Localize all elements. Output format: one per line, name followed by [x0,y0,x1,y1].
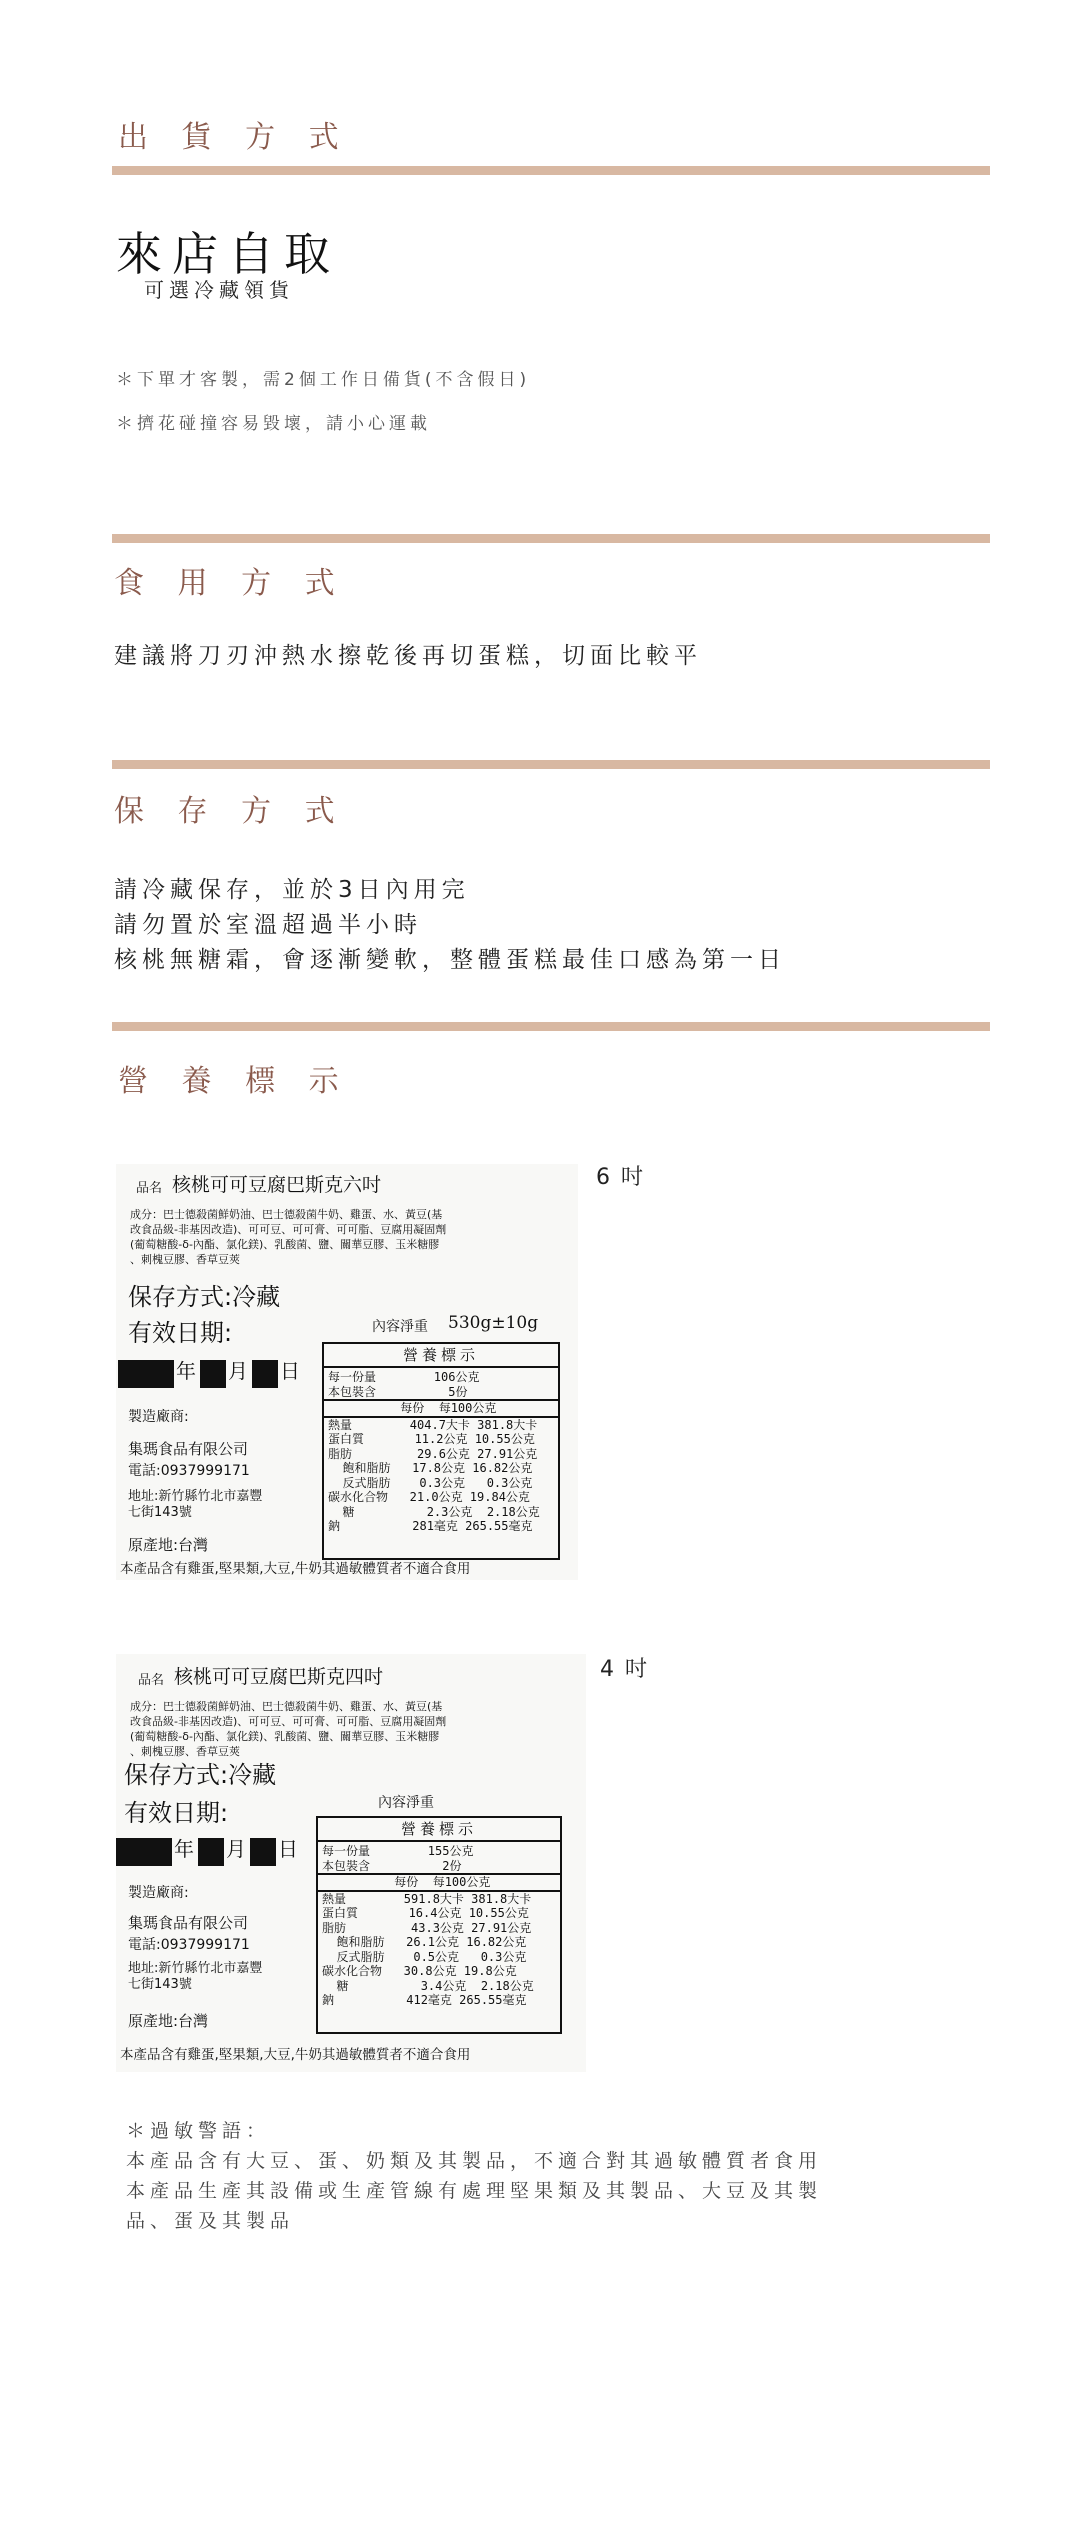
label-phone: 電話:0937999171 [128,1463,250,1479]
size-tag-6inch: 6 吋 [596,1165,645,1190]
label-ingredients-4: 、刺槐豆膠、香草豆莢 [130,1253,240,1266]
label-net-weight-label: 內容淨重 [372,1319,428,1335]
nutrition-table-title: 營養標示 [318,1818,560,1842]
label-ingredients-2: 改食品級-非基因改造)、可可豆、可可膏、可可脂、豆腐用凝固劑 [130,1223,447,1236]
redacted-month [200,1360,226,1388]
redacted-day [250,1838,276,1866]
allergen-warning-line-2: 本產品生產其設備或生產管線有處理堅果類及其製品、大豆及其製 [126,2180,823,2202]
label-ingredients-2: 改食品級-非基因改造)、可可豆、可可膏、可可脂、豆腐用凝固劑 [130,1715,447,1728]
label-expiry: 有效日期: [128,1319,233,1347]
nutrition-row-trans-fat: 反式脂肪 0.3公克 0.3公克 [328,1475,533,1490]
label-ingredients-3: (葡萄糖酸-δ-內酯、氯化鎂)、乳酸菌、鹽、關華豆膠、玉米糖膠 [130,1730,440,1743]
label-product-prefix: 品名 [138,1673,165,1688]
label-storage: 保存方式:冷藏 [124,1761,277,1789]
nutrition-row-sat-fat: 飽和脂肪 26.1公克 16.82公克 [322,1935,527,1949]
shipping-note-2: ＊擠花碰撞容易毀壞，請小心運載 [116,414,431,434]
label-address-1: 地址:新竹縣竹北市嘉豐 [128,1961,263,1976]
nutrition-row-energy: 熱量 404.7大卡 381.8大卡 [328,1417,538,1432]
label-ingredients-1: 成分：巴士德殺菌鮮奶油、巴士德殺菌牛奶、雞蛋、水、黃豆(基 [130,1700,443,1713]
redacted-month [198,1838,224,1866]
storage-title: 保 存 方 式 [114,794,347,829]
nutrition-row-sugar: 糖 2.3公克 2.18公克 [328,1504,540,1519]
eating-divider [112,534,990,543]
nutrition-label-6inch [116,1164,578,1580]
label-date-day: 日 [280,1359,300,1383]
label-maker-label: 製造廠商: [128,1885,189,1901]
shipping-method-sub: 可選冷藏領貨 [144,278,294,302]
nutrition-serving-1: 每一份量 155公克 [322,1844,474,1858]
nutrition-title: 營 養 標 示 [118,1064,351,1099]
nutrition-table [316,1816,562,2034]
label-storage: 保存方式:冷藏 [128,1283,281,1311]
nutrition-row-carbs: 碳水化合物 30.8公克 19.8公克 [322,1964,517,1978]
label-phone: 電話:0937999171 [128,1937,250,1953]
size-tag-4inch: 4 吋 [600,1657,649,1682]
shipping-divider [112,166,990,175]
nutrition-row-fat: 脂肪 43.3公克 27.91公克 [322,1920,532,1935]
storage-line-3: 核桃無糖霜，會逐漸變軟，整體蛋糕最佳口感為第一日 [114,947,786,973]
nutrition-col-header: 每份 每100公克 [324,1399,558,1416]
shipping-note-1: ＊下單才客製，需2個工作日備貨(不含假日) [116,370,531,390]
label-allergen: 本產品含有雞蛋,堅果類,大豆,牛奶其過敏體質者不適合食用 [120,2047,471,2063]
label-maker-name: 集瑪食品有限公司 [128,1914,249,1932]
label-address-2: 七街143號 [128,1977,192,1992]
nutrition-divider [112,1022,990,1031]
redacted-year [118,1360,174,1388]
redacted-day [252,1360,278,1388]
nutrition-table-title: 營養標示 [324,1344,558,1368]
label-date-year: 年 [176,1359,196,1383]
label-maker-label: 製造廠商: [128,1409,189,1425]
shipping-method: 來店自取 [116,227,340,281]
label-ingredients-3: (葡萄糖酸-δ-內酯、氯化鎂)、乳酸菌、鹽、關華豆膠、玉米糖膠 [130,1238,440,1251]
nutrition-row-trans-fat: 反式脂肪 0.5公克 0.3公克 [322,1949,527,1964]
allergen-warning-line-3: 品、蛋及其製品 [126,2210,295,2232]
nutrition-row-carbs: 碳水化合物 21.0公克 19.84公克 [328,1490,530,1504]
nutrition-row-energy: 熱量 591.8大卡 381.8大卡 [322,1891,532,1906]
nutrition-row-fat: 脂肪 29.6公克 27.91公克 [328,1446,538,1461]
label-address-2: 七街143號 [128,1505,192,1520]
eating-title: 食 用 方 式 [114,566,347,601]
storage-divider [112,760,990,769]
label-allergen: 本產品含有雞蛋,堅果類,大豆,牛奶其過敏體質者不適合食用 [120,1561,471,1577]
label-origin: 原產地:台灣 [128,1536,209,1554]
nutrition-col-header: 每份 每100公克 [318,1873,560,1890]
label-net-weight: 530g±10g [448,1313,539,1333]
label-ingredients-1: 成分：巴士德殺菌鮮奶油、巴士德殺菌牛奶、雞蛋、水、黃豆(基 [130,1208,443,1221]
storage-line-1: 請冷藏保存，並於3日內用完 [114,877,470,903]
allergen-warning-title: ＊過敏警語： [126,2120,271,2142]
label-date-year: 年 [174,1837,194,1861]
label-expiry: 有效日期: [124,1799,229,1827]
label-date-month: 月 [228,1359,248,1383]
storage-line-2: 請勿置於室溫超過半小時 [114,912,422,938]
redacted-year [116,1838,172,1866]
nutrition-row-sodium: 鈉 281毫克 265.55毫克 [328,1519,533,1533]
label-origin: 原產地:台灣 [128,2012,209,2030]
nutrition-table [322,1342,560,1560]
nutrition-row-sodium: 鈉 412毫克 265.55毫克 [322,1993,527,2007]
shipping-title: 出 貨 方 式 [118,120,351,155]
label-product-name: 核桃可可豆腐巴斯克四吋 [174,1666,384,1688]
nutrition-serving-2: 本包裝含 5份 [328,1384,468,1399]
nutrition-row-protein: 蛋白質 16.4公克 10.55公克 [322,1906,529,1920]
label-address-1: 地址:新竹縣竹北市嘉豐 [128,1489,263,1504]
label-date-month: 月 [226,1837,246,1861]
label-product-name: 核桃可可豆腐巴斯克六吋 [172,1174,382,1196]
nutrition-serving-2: 本包裝含 2份 [322,1858,462,1873]
nutrition-label-4inch [116,1654,586,2072]
label-date-day: 日 [278,1837,298,1861]
nutrition-row-sugar: 糖 3.4公克 2.18公克 [322,1978,534,1993]
nutrition-row-protein: 蛋白質 11.2公克 10.55公克 [328,1432,535,1446]
label-net-weight-label: 內容淨重 [378,1795,434,1811]
nutrition-row-sat-fat: 飽和脂肪 17.8公克 16.82公克 [328,1461,533,1475]
label-product-prefix: 品名 [136,1181,163,1196]
nutrition-serving-1: 每一份量 106公克 [328,1370,480,1384]
label-maker-name: 集瑪食品有限公司 [128,1440,249,1458]
allergen-warning-line-1: 本產品含有大豆、蛋、奶類及其製品，不適合對其過敏體質者食用 [126,2150,823,2172]
eating-text: 建議將刀刃沖熱水擦乾後再切蛋糕，切面比較平 [114,643,702,669]
label-ingredients-4: 、刺槐豆膠、香草豆莢 [130,1745,240,1758]
